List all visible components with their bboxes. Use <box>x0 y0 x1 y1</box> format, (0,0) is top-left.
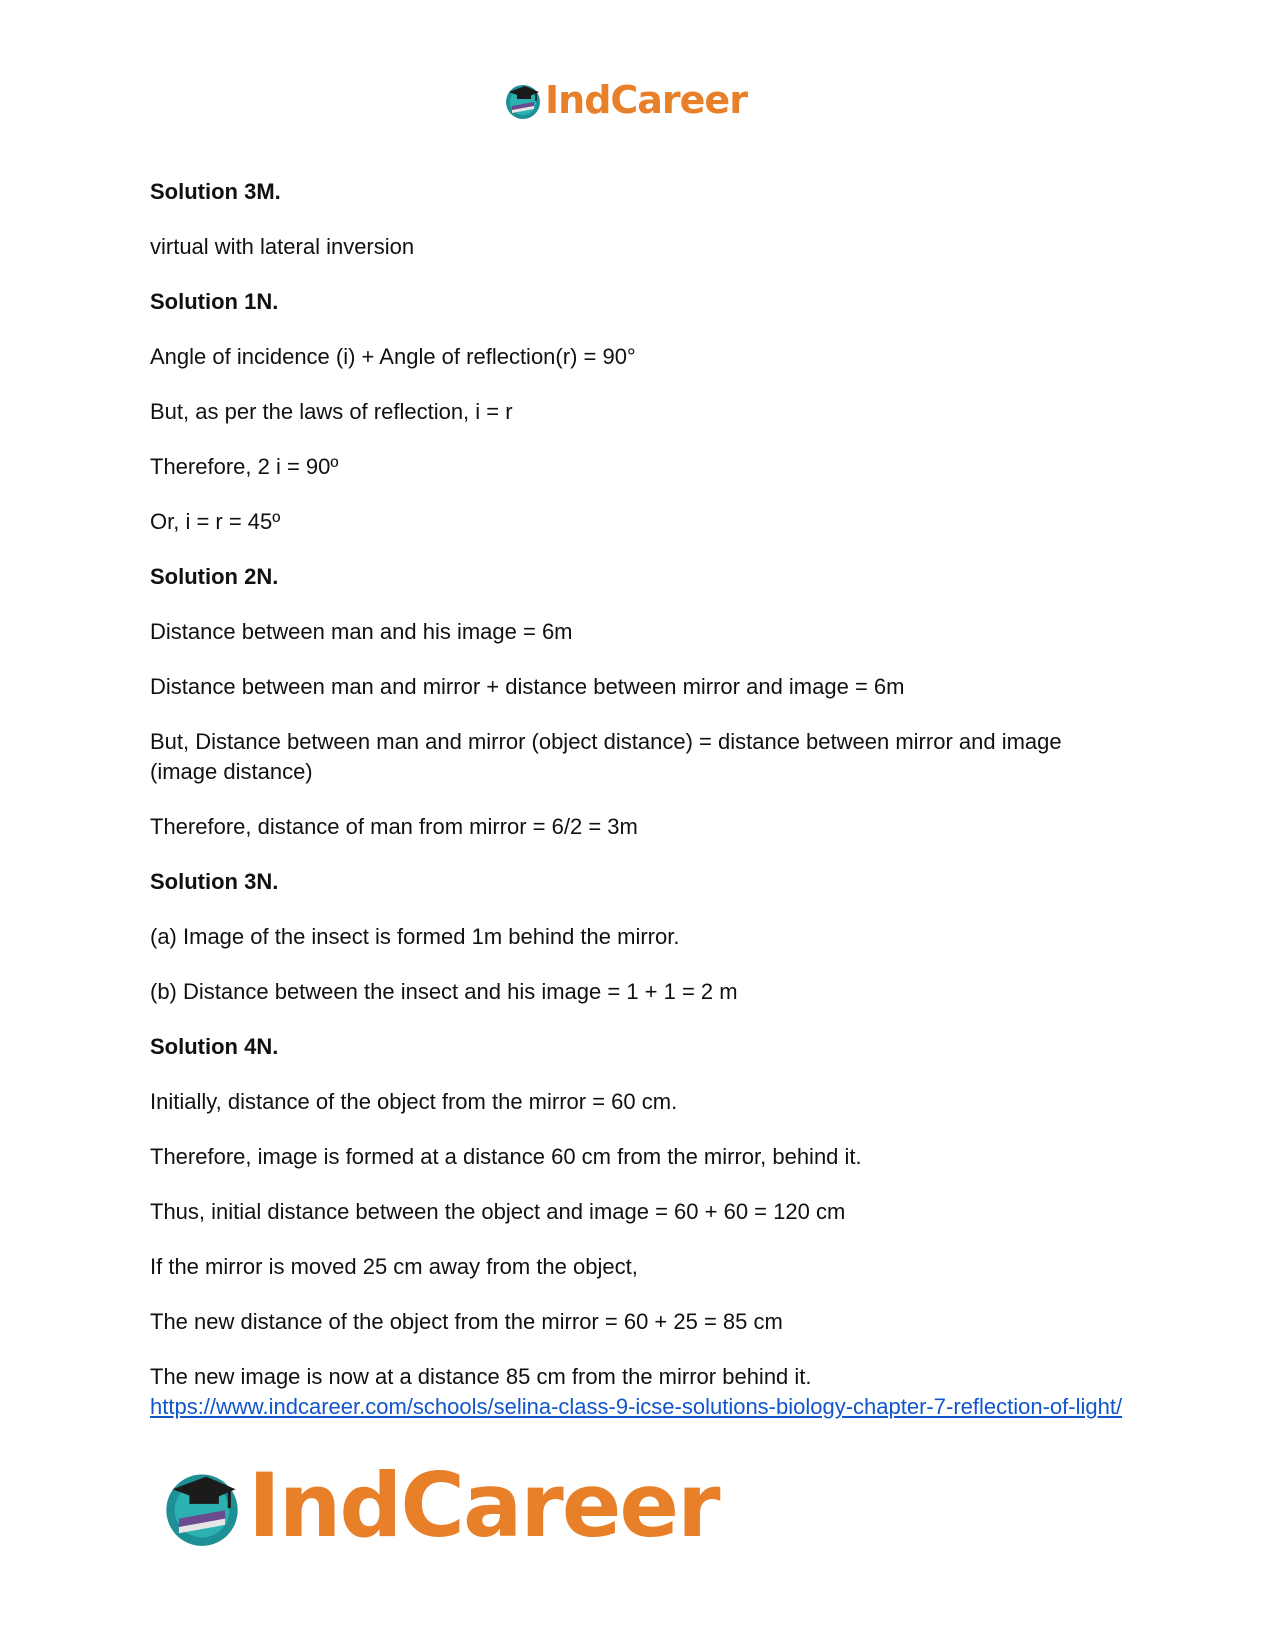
heading-solution-3n: Solution 3N. <box>150 869 279 894</box>
logo-wordmark: IndCareer <box>248 1454 719 1557</box>
logo-wordmark: IndCareer <box>545 78 747 122</box>
indcareer-logo-top <box>503 80 747 120</box>
text-line: Therefore, image is formed at a distance 60 cm from the mirror, behind it. <box>150 1144 862 1169</box>
text-line: The new distance of the object from the mirror = 60 + 25 = 85 cm <box>150 1309 783 1334</box>
text-line: Distance between man and mirror + distance between mirror and image = 6m <box>150 674 905 699</box>
text-line: virtual with lateral inversion <box>150 234 415 259</box>
text-line: But, as per the laws of reflection, i = r <box>150 399 513 424</box>
text-line: Initially, distance of the object from the mirror = 60 cm. <box>150 1089 678 1114</box>
graduation-cap-globe-icon <box>160 1464 244 1548</box>
text-line: Angle of incidence (i) + Angle of reflection(r) = 90° <box>150 344 636 369</box>
source-link[interactable]: https://www.indcareer.com/schools/selina-class-9-icse-solutions-biology-chapter-7-reflection-of-light/ <box>150 1394 1123 1419</box>
graduation-cap-globe-icon <box>503 80 543 120</box>
text-line: The new image is now at a distance 85 cm from the mirror behind it. <box>150 1364 812 1389</box>
text-line: (b) Distance between the insect and his image = 1 + 1 = 2 m <box>150 979 738 1004</box>
heading-solution-4n: Solution 4N. <box>150 1034 279 1059</box>
heading-solution-3m: Solution 3M. <box>150 179 281 204</box>
text-line: Therefore, 2 i = 90º <box>150 454 339 479</box>
text-line: If the mirror is moved 25 cm away from the object, <box>150 1254 638 1279</box>
text-line: But, Distance between man and mirror (object distance) = distance between mirror and image (image distance) <box>150 729 1062 784</box>
text-line: (a) Image of the insect is formed 1m behind the mirror. <box>150 924 680 949</box>
text-line: Or, i = r = 45º <box>150 509 281 534</box>
heading-solution-1n: Solution 1N. <box>150 289 279 314</box>
indcareer-logo-bottom <box>160 1454 719 1557</box>
heading-solution-2n: Solution 2N. <box>150 564 279 589</box>
text-line: Therefore, distance of man from mirror = 6/2 = 3m <box>150 814 638 839</box>
text-line: Distance between man and his image = 6m <box>150 619 573 644</box>
text-line: Thus, initial distance between the object and image = 60 + 60 = 120 cm <box>150 1199 846 1224</box>
